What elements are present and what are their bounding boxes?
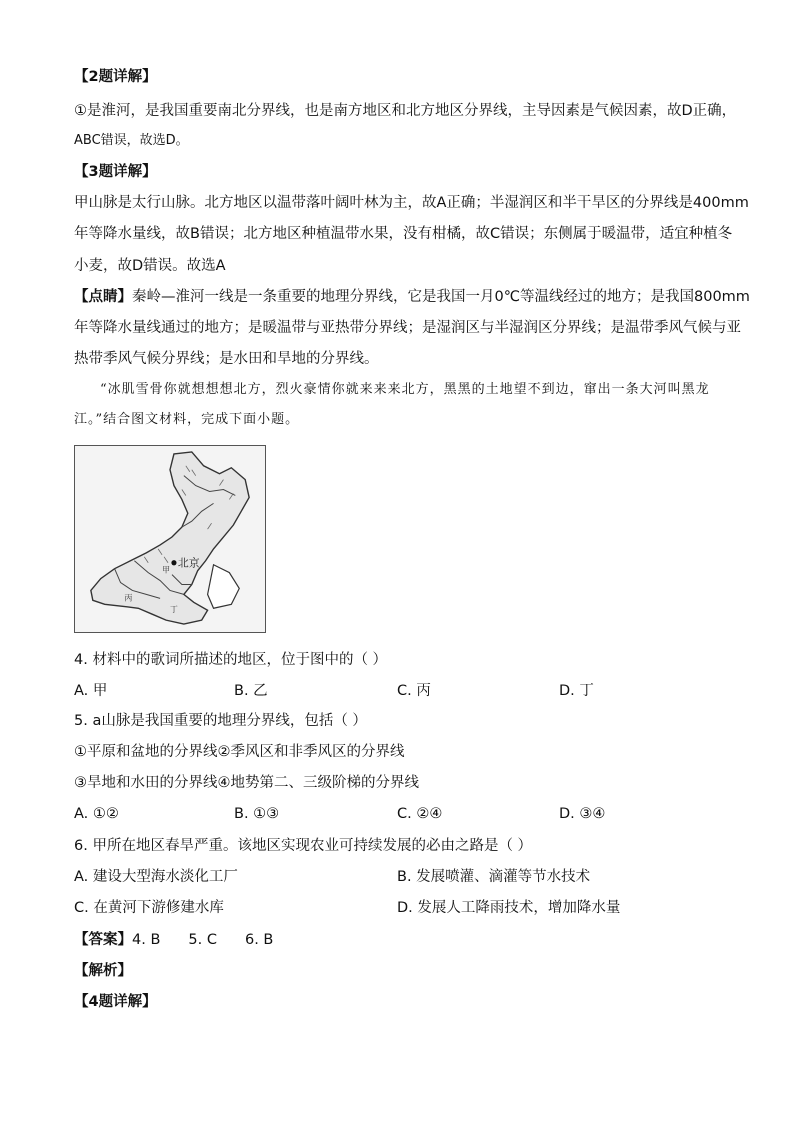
- material-line-2: 江。”结合图文材料，完成下面小题。: [74, 412, 300, 427]
- map-figure: [74, 445, 266, 633]
- section3-line-3: 小麦，故D错误。故选A: [74, 258, 226, 274]
- q6-option-d: D. 发展人工降雨技术，增加降水量: [397, 900, 621, 916]
- q5-option-d: D. ③④: [559, 806, 606, 822]
- answer-item-6: 6. B: [244, 932, 274, 948]
- q6-option-b: B. 发展喷灌、滴灌等节水技术: [397, 869, 591, 885]
- q5-option-b: B. ①③: [234, 806, 280, 822]
- tip-text-1: 秦岭—淮河一线是一条重要的地理分界线，它是我国一月0℃等温线经过的地方；是我国800mm: [132, 289, 750, 305]
- answer-item-4: 4. B: [132, 932, 161, 948]
- q5-sub-1: ①平原和盆地的分界线②季风区和非季风区的分界线: [74, 744, 405, 760]
- q4-option-c: C. 丙: [397, 683, 431, 699]
- q4-option-d: D. 丁: [559, 683, 594, 699]
- section3-line-2: 年等降水量线，故B错误；北方地区种植温带水果，没有柑橘，故C错误；东侧属于暖温带，适宜种植冬: [74, 226, 733, 242]
- section4-heading: 【4题详解】: [74, 994, 157, 1010]
- section2-heading: 【2题详解】: [74, 69, 157, 85]
- beijing-dot: [171, 560, 176, 565]
- map-label-beijing: 北京: [177, 556, 200, 570]
- answer-label: 【答案】: [74, 932, 132, 948]
- section2-line-1: ①是淮河，是我国重要南北分界线，也是南方地区和北方地区分界线，主导因素是气候因素，故D正确，: [74, 103, 737, 119]
- analysis-label: 【解析】: [74, 963, 132, 979]
- map-label-ding: 丁: [170, 605, 178, 615]
- q6-option-a: A. 建设大型海水淡化工厂: [74, 869, 238, 885]
- map-svg: [75, 446, 265, 632]
- q5-sub-2: ③旱地和水田的分界线④地势第二、三级阶梯的分界线: [74, 775, 419, 791]
- q4-option-b: B. 乙: [234, 683, 268, 699]
- q4-stem: 4. 材料中的歌词所描述的地区，位于图中的（ ）: [74, 652, 388, 668]
- tip-line-3: 热带季风气候分界线；是水田和旱地的分界线。: [74, 351, 379, 367]
- tip-label: 【点睛】: [74, 289, 132, 305]
- q6-option-c: C. 在黄河下游修建水库: [74, 900, 224, 916]
- q5-stem: 5. a山脉是我国重要的地理分界线，包括（ ）: [74, 713, 367, 729]
- section3-line-1: 甲山脉是太行山脉。北方地区以温带落叶阔叶林为主，故A正确；半湿润区和半干旱区的分界线是400mm: [74, 195, 749, 211]
- map-bay: [208, 565, 240, 609]
- map-label-jia: 甲: [162, 565, 170, 575]
- tip-line-2: 年等降水量线通过的地方；是暖温带与亚热带分界线；是湿润区与半湿润区分界线；是温带季风气候与亚: [74, 320, 741, 336]
- q5-option-c: C. ②④: [397, 806, 443, 822]
- tip-line-1: [74, 287, 750, 307]
- answer-item-5: 5. C: [188, 932, 217, 948]
- q6-stem: 6. 甲所在地区春旱严重。该地区实现农业可持续发展的必由之路是（ ）: [74, 838, 533, 854]
- q5-option-a: A. ①②: [74, 806, 119, 822]
- q4-option-a: A. 甲: [74, 683, 108, 699]
- answer-row: [74, 930, 301, 950]
- section2-line-2: ABC错误，故选D。: [74, 133, 189, 148]
- map-label-bing: 丙: [124, 593, 133, 603]
- section3-heading: 【3题详解】: [74, 164, 157, 180]
- material-line-1: “冰肌雪骨你就想想想北方，烈火豪情你就来来来北方，黑黑的土地望不到边，窜出一条大河叫黑龙: [100, 382, 710, 397]
